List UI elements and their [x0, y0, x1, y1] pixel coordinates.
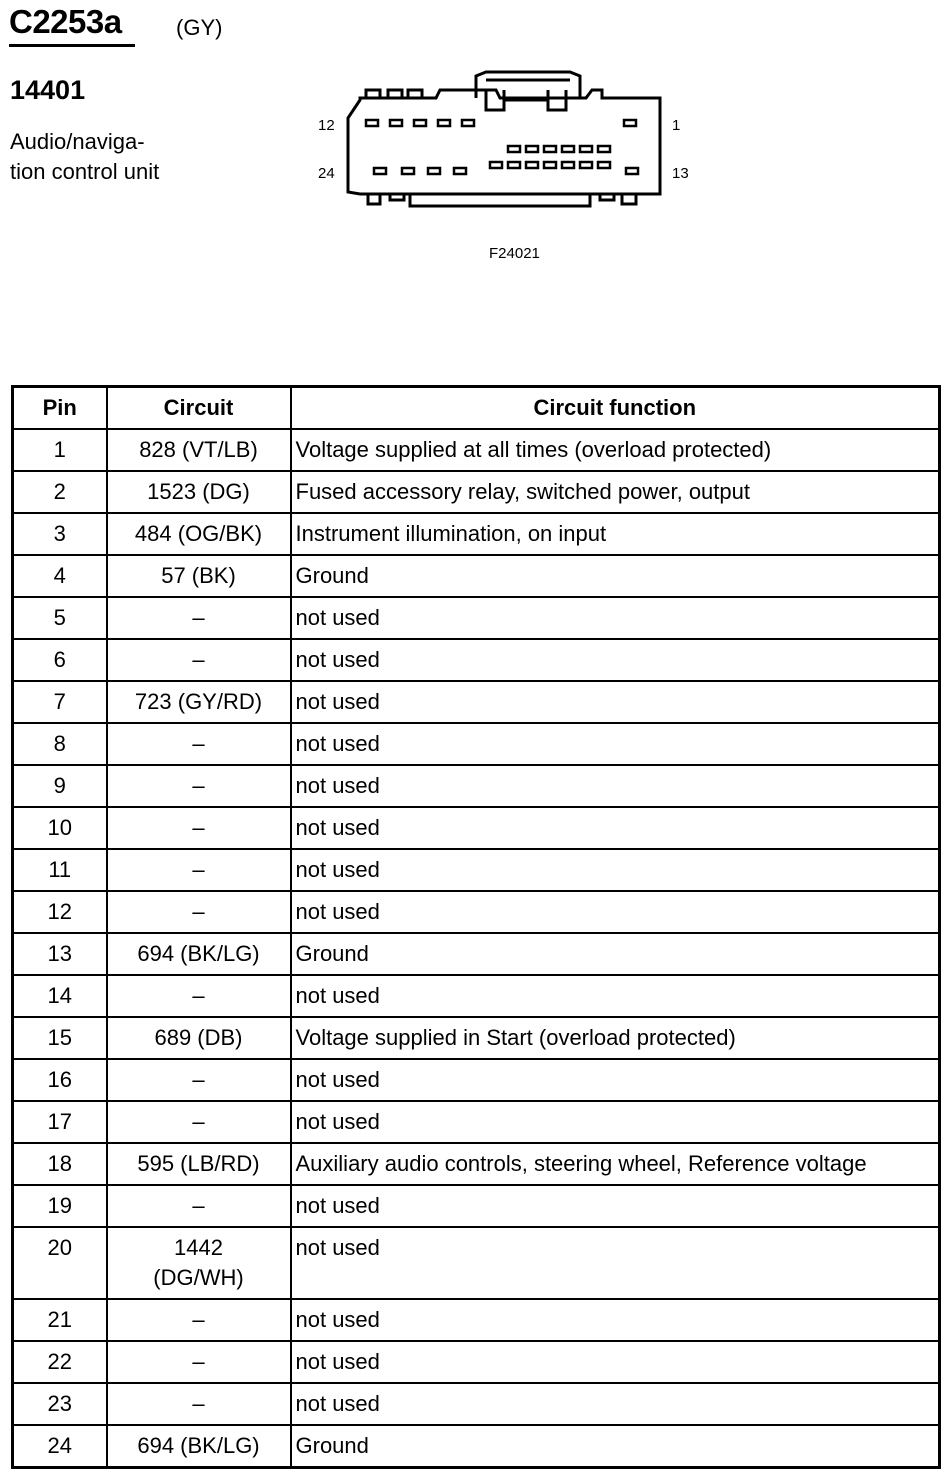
part-description: Audio/naviga- tion control unit — [10, 129, 160, 184]
function-cell: not used — [291, 639, 940, 681]
circuit-cell: – — [107, 765, 291, 807]
pin-label-1: 1 — [672, 117, 681, 134]
table-row — [13, 975, 940, 1017]
table-row — [13, 807, 940, 849]
circuit-cell: 828 (VT/LB) — [107, 429, 291, 471]
table-row — [13, 1017, 940, 1059]
connector-face-diagram — [300, 60, 720, 220]
circuit-cell: 484 (OG/BK) — [107, 513, 291, 555]
function-cell: Ground — [291, 933, 940, 975]
table-row — [13, 1185, 940, 1227]
function-cell: not used — [291, 1299, 940, 1341]
connector-id: C2253a — [9, 3, 122, 40]
pin-cell: 1 — [13, 429, 107, 471]
circuit-cell: – — [107, 1185, 291, 1227]
table-row — [13, 849, 940, 891]
pin-cell: 15 — [13, 1017, 107, 1059]
circuit-cell: 689 (DB) — [107, 1017, 291, 1059]
pin-label-24: 24 — [318, 165, 335, 182]
pin-cell: 22 — [13, 1341, 107, 1383]
table-row — [13, 765, 940, 807]
function-cell: Voltage supplied in Start (overload protected) — [291, 1017, 940, 1059]
function-cell: Ground — [291, 555, 940, 597]
pin-cell: 24 — [13, 1425, 107, 1468]
function-cell: not used — [291, 1101, 940, 1143]
pin-cell: 20 — [13, 1227, 107, 1299]
function-cell: Auxiliary audio controls, steering wheel, Reference voltage — [291, 1143, 940, 1185]
function-cell: not used — [291, 1185, 940, 1227]
table-row — [13, 1383, 940, 1425]
table-row — [13, 471, 940, 513]
table-row — [13, 1299, 940, 1341]
pin-cell: 3 — [13, 513, 107, 555]
table-row — [13, 933, 940, 975]
circuit-cell: – — [107, 1101, 291, 1143]
table-row — [13, 1143, 940, 1185]
pin-cell: 16 — [13, 1059, 107, 1101]
pin-cell: 14 — [13, 975, 107, 1017]
header-pin: Pin — [13, 387, 107, 430]
pin-table-body — [13, 429, 940, 1468]
pin-cell: 10 — [13, 807, 107, 849]
function-cell: Instrument illumination, on input — [291, 513, 940, 555]
function-cell: not used — [291, 891, 940, 933]
function-cell: not used — [291, 849, 940, 891]
pin-cell: 18 — [13, 1143, 107, 1185]
circuit-cell: – — [107, 1341, 291, 1383]
pin-label-12: 12 — [318, 117, 335, 134]
circuit-cell: – — [107, 849, 291, 891]
pin-table — [11, 385, 941, 1469]
table-row — [13, 1101, 940, 1143]
function-cell: Fused accessory relay, switched power, output — [291, 471, 940, 513]
pin-cell: 9 — [13, 765, 107, 807]
circuit-cell: – — [107, 723, 291, 765]
function-cell: not used — [291, 723, 940, 765]
connector-id-underline — [9, 44, 135, 47]
connector-outline — [300, 60, 720, 220]
pin-cell: 5 — [13, 597, 107, 639]
pin-cell: 2 — [13, 471, 107, 513]
pin-label-13: 13 — [672, 165, 689, 182]
circuit-cell: – — [107, 1299, 291, 1341]
pin-cell: 19 — [13, 1185, 107, 1227]
function-cell: not used — [291, 1341, 940, 1383]
circuit-cell: – — [107, 1383, 291, 1425]
table-row — [13, 1425, 940, 1468]
table-row — [13, 555, 940, 597]
pin-cell: 17 — [13, 1101, 107, 1143]
table-row — [13, 513, 940, 555]
table-row — [13, 1341, 940, 1383]
table-row — [13, 429, 940, 471]
function-cell: not used — [291, 681, 940, 723]
circuit-cell: 694 (BK/LG) — [107, 1425, 291, 1468]
pin-cell: 23 — [13, 1383, 107, 1425]
function-cell: not used — [291, 1059, 940, 1101]
function-cell: not used — [291, 807, 940, 849]
circuit-cell: – — [107, 1059, 291, 1101]
table-row — [13, 681, 940, 723]
pin-cell: 11 — [13, 849, 107, 891]
circuit-cell: – — [107, 639, 291, 681]
figure-code: F24021 — [489, 245, 540, 262]
function-cell: not used — [291, 1227, 940, 1299]
header-circuit: Circuit — [107, 387, 291, 430]
table-row — [13, 891, 940, 933]
pin-cell: 4 — [13, 555, 107, 597]
header-function: Circuit function — [291, 387, 940, 430]
function-cell: not used — [291, 597, 940, 639]
circuit-cell: – — [107, 807, 291, 849]
circuit-cell: 723 (GY/RD) — [107, 681, 291, 723]
circuit-cell: – — [107, 597, 291, 639]
table-row — [13, 639, 940, 681]
pin-cell: 7 — [13, 681, 107, 723]
circuit-cell: 1442 (DG/WH) — [107, 1227, 291, 1299]
circuit-cell: 57 (BK) — [107, 555, 291, 597]
table-row — [13, 597, 940, 639]
function-cell: not used — [291, 975, 940, 1017]
table-row — [13, 1059, 940, 1101]
circuit-cell: 595 (LB/RD) — [107, 1143, 291, 1185]
pin-cell: 12 — [13, 891, 107, 933]
circuit-cell: – — [107, 891, 291, 933]
circuit-cell: – — [107, 975, 291, 1017]
function-cell: Voltage supplied at all times (overload protected) — [291, 429, 940, 471]
circuit-cell: 694 (BK/LG) — [107, 933, 291, 975]
part-number: 14401 — [10, 75, 86, 105]
function-cell: Ground — [291, 1425, 940, 1468]
connector-color: (GY) — [176, 15, 223, 40]
pin-cell: 6 — [13, 639, 107, 681]
pin-cell: 8 — [13, 723, 107, 765]
table-row — [13, 723, 940, 765]
function-cell: not used — [291, 1383, 940, 1425]
function-cell: not used — [291, 765, 940, 807]
table-header-row — [13, 387, 940, 430]
pin-cell: 21 — [13, 1299, 107, 1341]
circuit-cell: 1523 (DG) — [107, 471, 291, 513]
table-row — [13, 1227, 940, 1299]
pin-cell: 13 — [13, 933, 107, 975]
